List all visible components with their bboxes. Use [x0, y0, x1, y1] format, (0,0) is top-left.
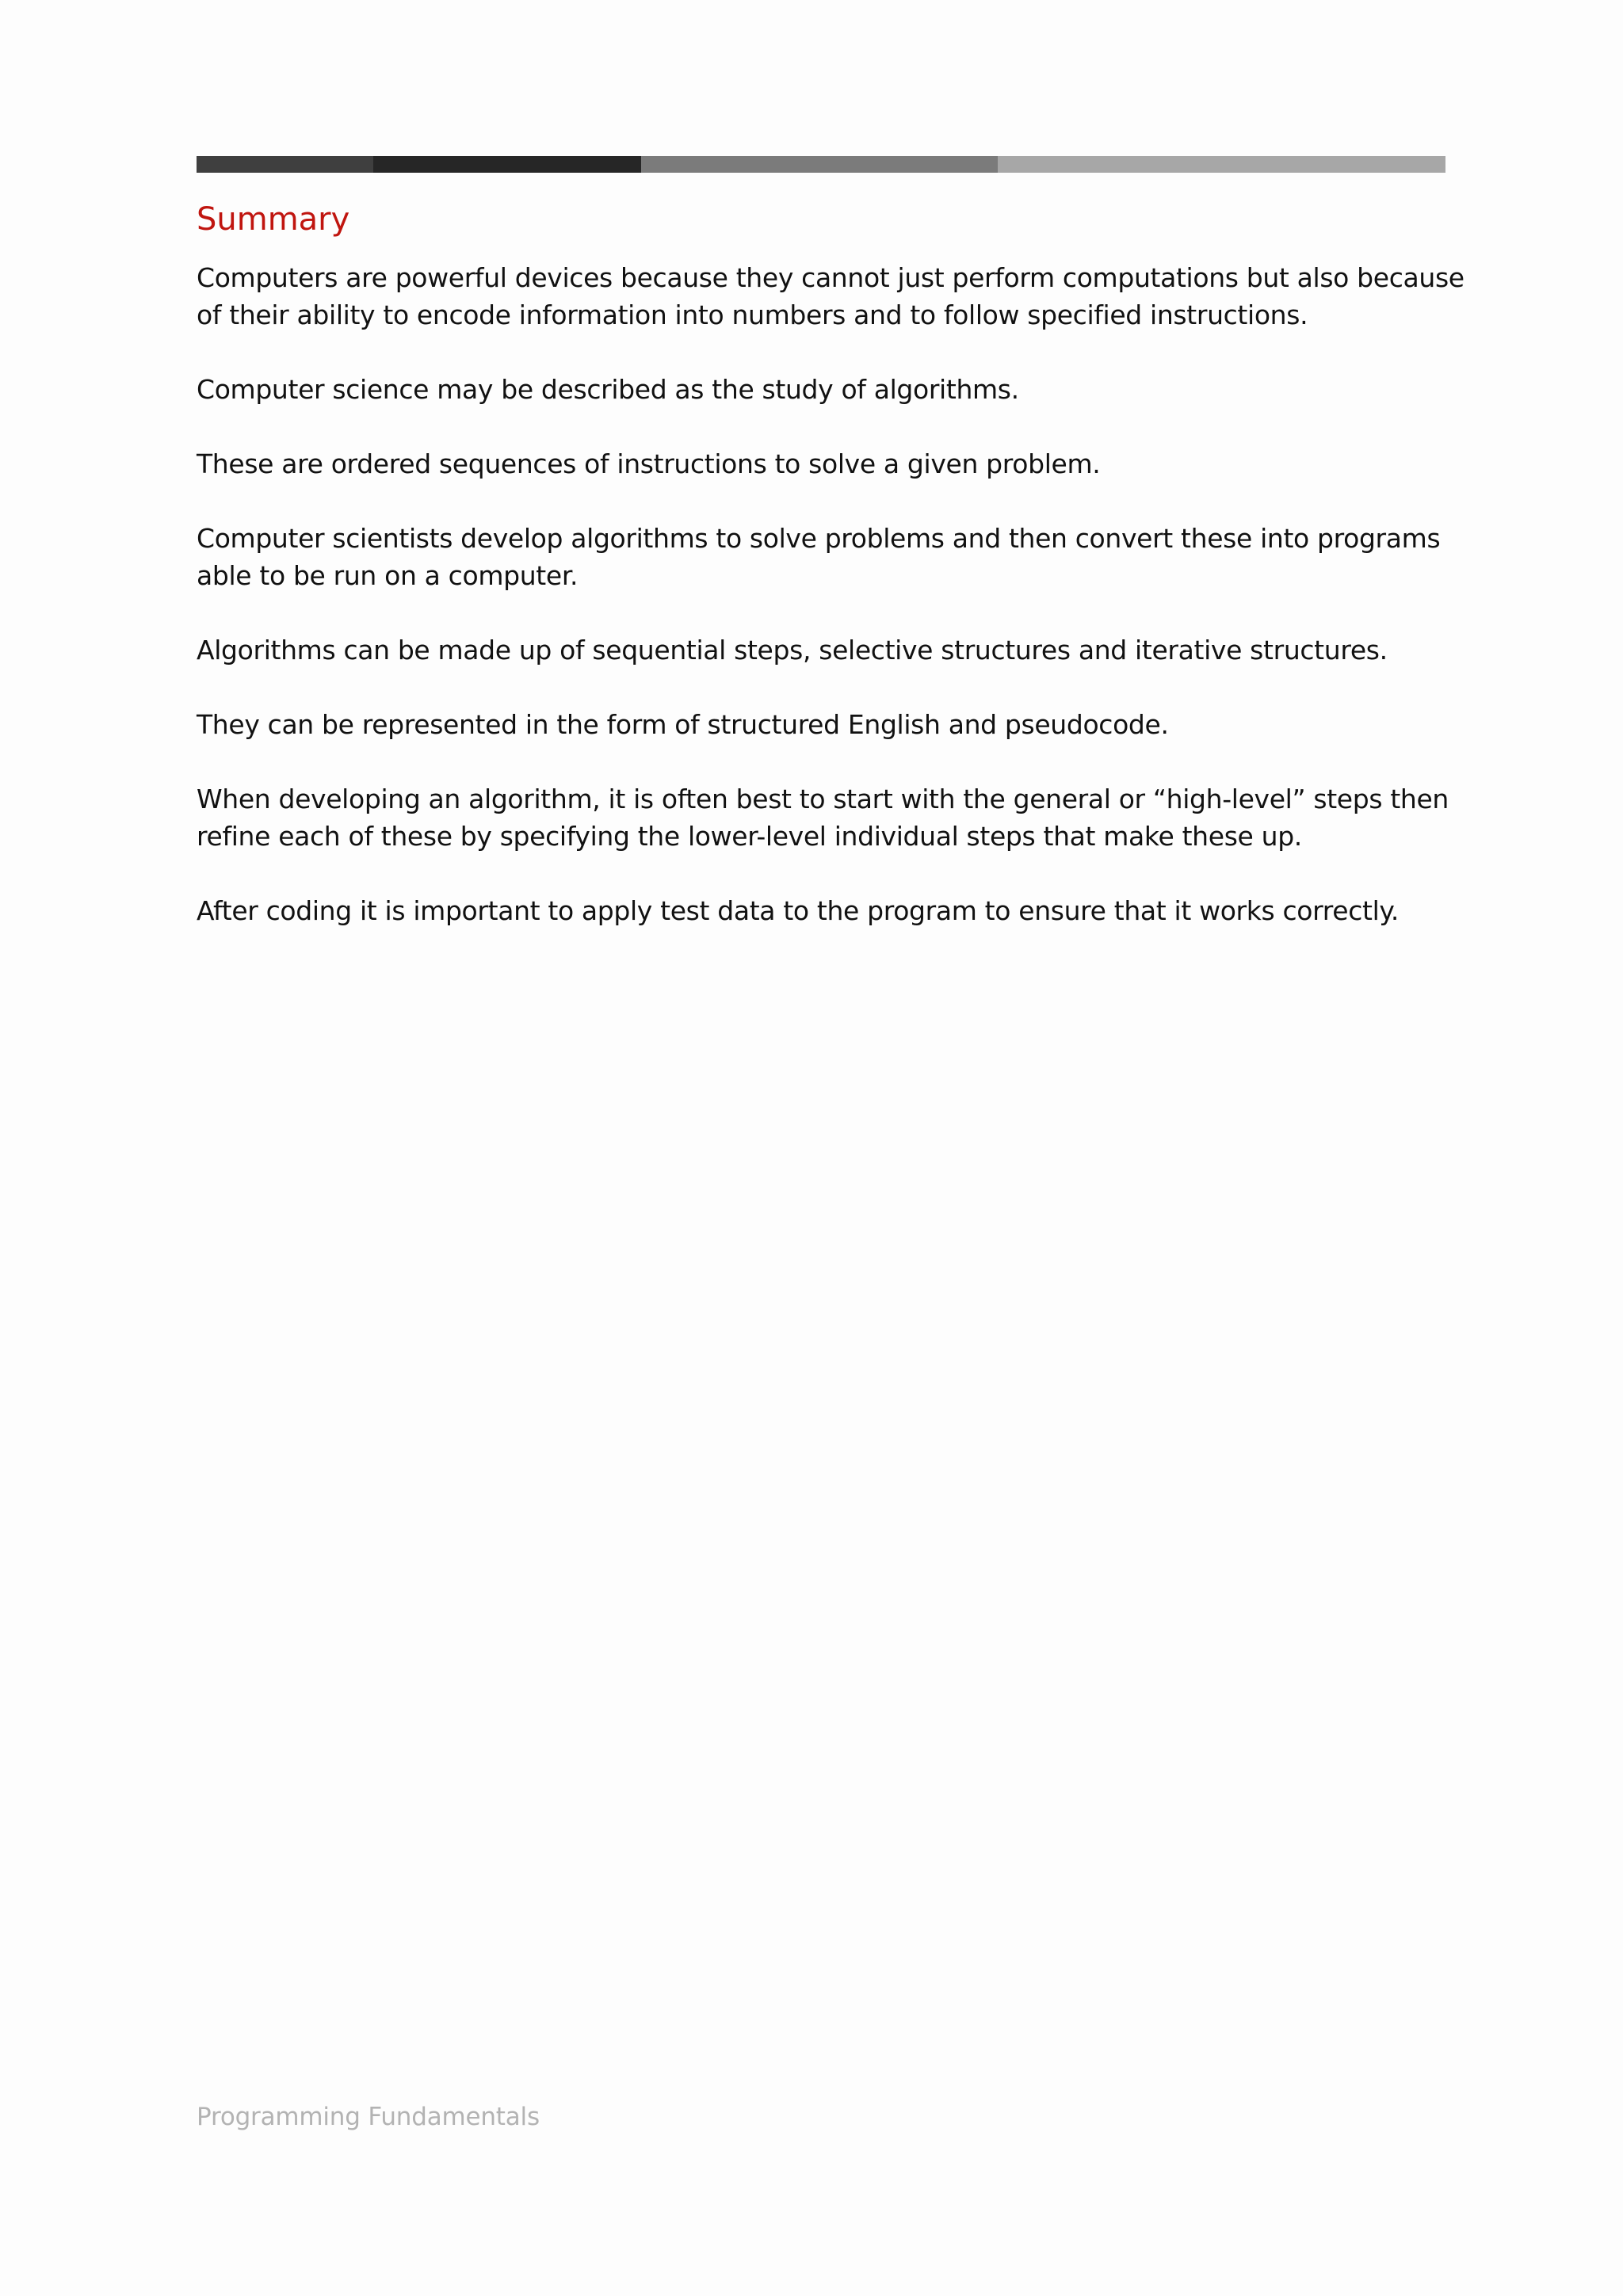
summary-paragraph: Computer science may be described as the study of algorithms. — [197, 374, 1019, 405]
header-bar-segment — [197, 156, 373, 173]
header-bar-segment — [998, 156, 1445, 173]
header-bar-segment — [641, 156, 998, 173]
summary-paragraph: These are ordered sequences of instructions to solve a given problem. — [197, 448, 1101, 479]
summary-paragraph: When developing an algorithm, it is often best to start with the general or “high-level” steps then refine each of these by specifying the lower-level individual steps that make these up. — [197, 784, 1449, 852]
section-heading: Summary — [197, 201, 350, 238]
page-footer: Programming Fundamentals — [197, 2103, 540, 2131]
header-bar-segment — [373, 156, 641, 173]
summary-paragraph: Computers are powerful devices because they cannot just perform computations but also because of their ability to encode information into numbers and to follow specified instructions. — [197, 262, 1465, 330]
summary-section — [197, 196, 1465, 967]
summary-paragraph: Computer scientists develop algorithms to solve problems and then convert these into programs able to be run on a computer. — [197, 523, 1441, 591]
summary-paragraph: They can be represented in the form of structured English and pseudocode. — [197, 709, 1169, 740]
header-divider-bar — [197, 156, 1445, 173]
summary-paragraph: After coding it is important to apply test data to the program to ensure that it works correctly. — [197, 895, 1400, 926]
summary-paragraph: Algorithms can be made up of sequential steps, selective structures and iterative structures. — [197, 635, 1388, 666]
